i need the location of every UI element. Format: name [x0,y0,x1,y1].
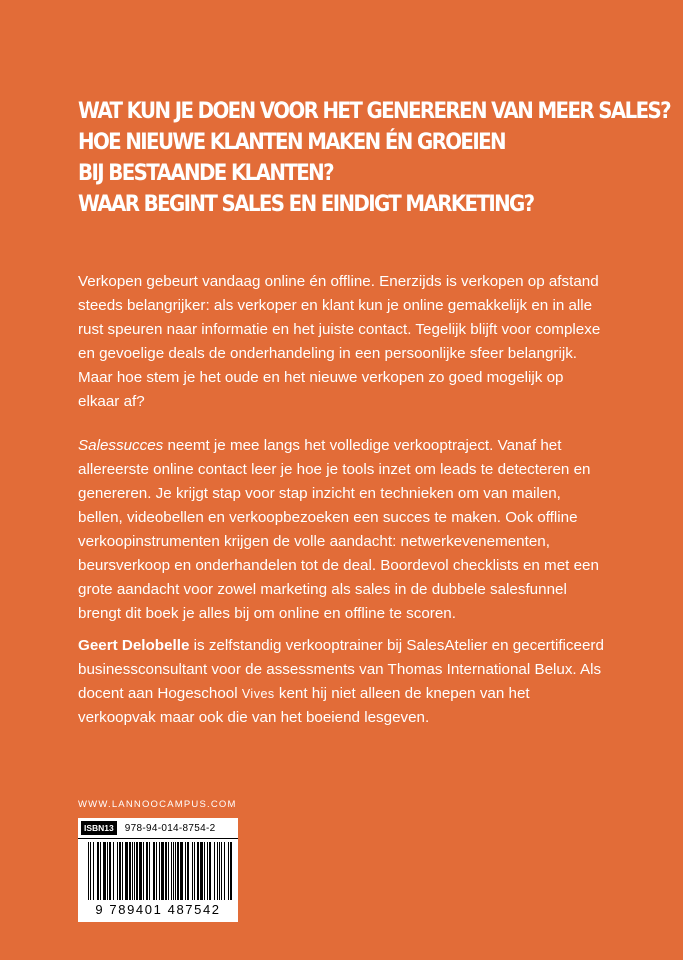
headline [78,96,671,220]
isbn-label: ISBN13 [81,821,117,835]
headline-line-1: WAT KUN JE DOEN VOOR HET GENEREREN VAN MEER SALES? [78,99,671,124]
isbn-number: 978-94-014-8754-2 [124,822,216,834]
author-bio-text-1: is zelfstandig verkooptrainer bij SalesAtelier en gecertificeerd businessconsultant voor de assessments van Thomas International Belux. Als docent aan Hogeschool [78,637,604,702]
ean-digits: 9 789401 487542 [95,902,221,917]
book-title: Salessucces [78,437,164,454]
isbn-row [78,818,238,839]
author-bio-text-2: kent hij niet alleen de knepen van het verkoopvak maar ook die van het boeiend lesgeven. [78,685,530,726]
headline-line-4: WAAR BEGINT SALES EN EINDIGT MARKETING? [78,192,534,217]
barcode-icon [88,842,232,900]
headline-line-2: HOE NIEUWE KLANTEN MAKEN ÉN GROEIEN [78,130,505,155]
publisher-website[interactable]: WWW.LANNOOCAMPUS.COM [78,799,237,810]
intro-paragraph: Verkopen gebeurt vandaag online én offline. Enerzijds is verkopen op afstand steeds belangrijker: als verkoper en klant kun je online gemakkelijk en in alle rust speuren naar informatie en het juiste contact. Tegelijk blijft voor complexe en gevoelige deals de onderhandeling in een persoonlijke sfeer belangrijk. Maar hoe stem je het oude en het nieuwe verkopen zo goed mogelijk op elkaar af? [78,273,601,410]
school-name: Vives [241,687,275,701]
author-bio [78,634,608,730]
description-paragraph [78,434,608,626]
headline-line-3: BIJ BESTAANDE KLANTEN? [78,161,333,186]
barcode-box [78,818,238,922]
author-name: Geert Delobelle [78,637,190,654]
description-text: neemt je mee langs het volledige verkooptraject. Vanaf het allereerste online contact leer je hoe je tools inzet om leads te detecteren en genereren. Je krijgt stap voor stap inzicht en technieken om van mailen, bellen, videobellen en verkoopbezoeken een succes te maken. Ook offline verkoopinstrumenten krijgen de volle aandacht: netwerkevenementen, beursverkoop en onderhandelen tot de deal. Boordevol checklists en met een grote aandacht voor zowel marketing als sales in de dubbele salesfunnel brengt dit boek je alles bij om online en offline te scoren. [78,437,599,622]
